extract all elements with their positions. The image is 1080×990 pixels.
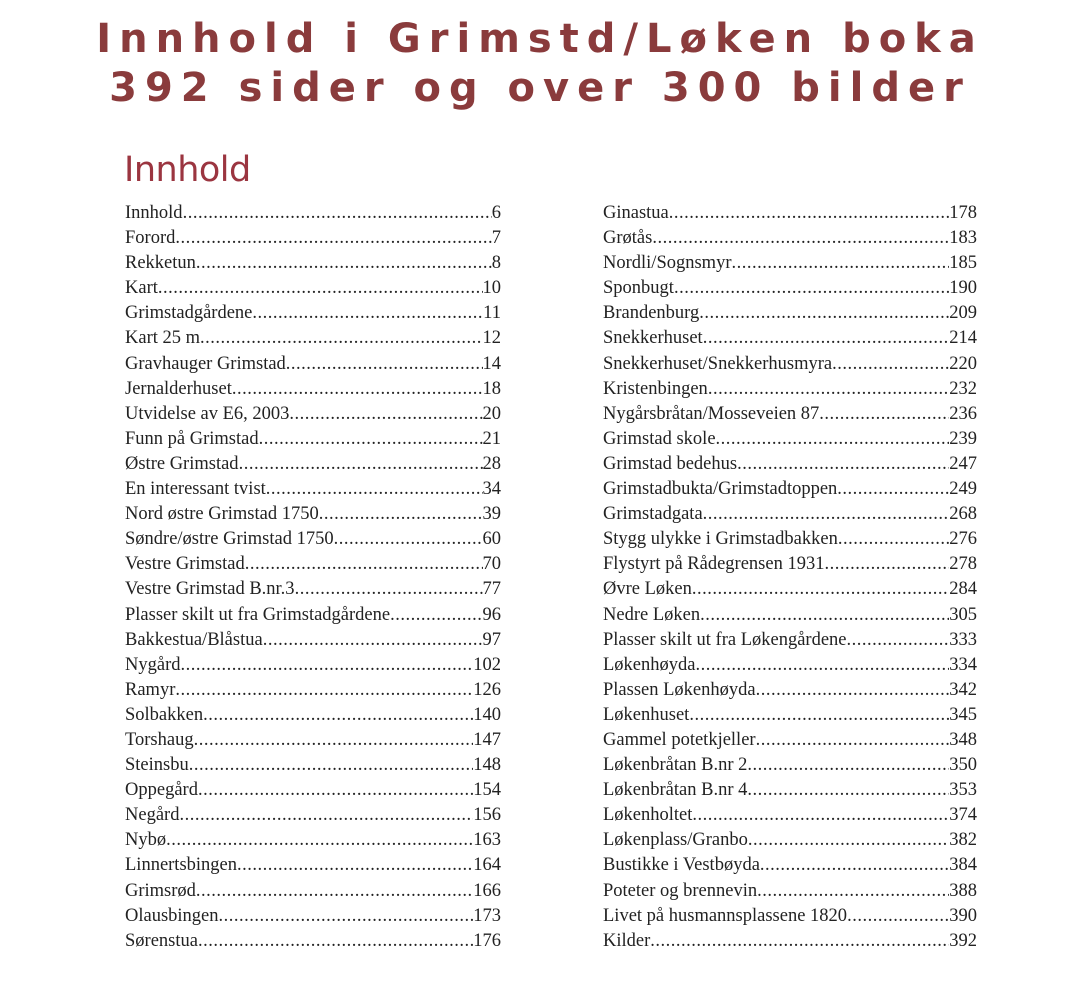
- toc-entry-title: Løkenhuset: [603, 704, 690, 725]
- toc-entry-title: Nygårsbråtan/Mosseveien 87: [603, 403, 820, 424]
- toc-dot-leader: [847, 904, 949, 929]
- toc-entry: [603, 427, 977, 452]
- toc-entry-title: En interessant tvist: [125, 479, 266, 500]
- toc-entry-page-number: 353: [949, 780, 977, 801]
- toc-entry: [125, 377, 501, 402]
- toc-entry-title: Gravhauger Grimstad: [125, 353, 286, 374]
- toc-entry-page-number: 10: [482, 278, 501, 299]
- toc-entry-page-number: 384: [949, 855, 977, 876]
- toc-entry-page-number: 34: [482, 479, 501, 500]
- toc-entry-page-number: 209: [949, 303, 977, 324]
- toc-entry-page-number: 392: [949, 930, 977, 951]
- page-title-line-1: Innhold i Grimstd/Løken boka: [96, 16, 984, 62]
- toc-entry-page-number: 21: [482, 428, 501, 449]
- toc-entry-title: Løkenplass/Granbo: [603, 830, 748, 851]
- toc-entry-title: Løkenbråtan B.nr 4: [603, 780, 748, 801]
- toc-entry-page-number: 345: [949, 704, 977, 725]
- toc-dot-leader: [760, 853, 949, 878]
- toc-dot-leader: [175, 226, 491, 251]
- toc-dot-leader: [259, 427, 483, 452]
- toc-entry: [125, 477, 501, 502]
- toc-entry-title: Negård: [125, 805, 180, 826]
- toc-dot-leader: [838, 527, 949, 552]
- toc-dot-leader: [203, 703, 473, 728]
- toc-dot-leader: [237, 853, 473, 878]
- toc-entry: [603, 853, 977, 878]
- toc-entry-title: Sørenstua: [125, 930, 198, 951]
- toc-entry-title: Stygg ulykke i Grimstadbakken: [603, 529, 838, 550]
- toc-entry-page-number: 60: [482, 529, 501, 550]
- toc-dot-leader: [700, 603, 949, 628]
- toc-entry: [125, 853, 501, 878]
- toc-dot-leader: [263, 628, 483, 653]
- toc-entry-page-number: 388: [949, 880, 977, 901]
- toc-entry-page-number: 102: [473, 654, 501, 675]
- toc-dot-leader: [699, 301, 949, 326]
- toc-entry-title: Løkenbråtan B.nr 2: [603, 755, 748, 776]
- toc-dot-leader: [674, 276, 949, 301]
- toc-dot-leader: [692, 803, 949, 828]
- toc-entry: [603, 226, 977, 251]
- toc-entry-title: Løkenholtet: [603, 805, 693, 826]
- toc-dot-leader: [179, 803, 473, 828]
- toc-entry-page-number: 183: [949, 228, 977, 249]
- toc-entry-title: Utvidelse av E6, 2003: [125, 403, 290, 424]
- toc-entry: [125, 753, 501, 778]
- toc-entry-page-number: 284: [949, 579, 977, 600]
- toc-dot-leader: [196, 879, 473, 904]
- toc-entry-title: Funn på Grimstad: [125, 428, 259, 449]
- toc-entry-title: Grimstadgårdene: [125, 303, 253, 324]
- toc-entry-page-number: 305: [949, 604, 977, 625]
- toc-entry-title: Nord østre Grimstad 1750: [125, 504, 319, 525]
- toc-entry-page-number: 77: [482, 579, 501, 600]
- toc-entry: [125, 402, 501, 427]
- toc-entry-title: Østre Grimstad: [125, 453, 239, 474]
- toc-entry-page-number: 390: [949, 905, 977, 926]
- toc-dot-leader: [695, 653, 949, 678]
- toc-entry-page-number: 190: [949, 278, 977, 299]
- toc-entry: [125, 628, 501, 653]
- toc-entry-title: Brandenburg: [603, 303, 700, 324]
- toc-heading: Innhold: [124, 150, 251, 190]
- toc-entry: [125, 226, 501, 251]
- toc-entry-page-number: 148: [473, 755, 501, 776]
- toc-entry-page-number: 96: [482, 604, 501, 625]
- toc-entry: [603, 577, 977, 602]
- toc-entry-title: Nybø: [125, 830, 167, 851]
- toc-dot-leader: [757, 879, 949, 904]
- toc-entry-title: Livet på husmannsplassene 1820: [603, 905, 848, 926]
- toc-entry-title: Løkenhøyda: [603, 654, 696, 675]
- toc-entry-title: Grimstad skole: [603, 428, 716, 449]
- toc-entry: [603, 904, 977, 929]
- toc-dot-leader: [198, 778, 473, 803]
- toc-entry-title: Nordli/Sognsmyr: [603, 253, 732, 274]
- toc-entry-title: Innhold: [125, 203, 183, 223]
- toc-entry-title: Plasser skilt ut fra Grimstadgårdene: [125, 604, 391, 625]
- toc-entry-page-number: 249: [949, 479, 977, 500]
- toc-entry: [603, 402, 977, 427]
- toc-entry-page-number: 220: [949, 353, 977, 374]
- toc-entry-title: Øvre Løken: [603, 579, 692, 600]
- toc-dot-leader: [737, 452, 949, 477]
- toc-entry-page-number: 173: [473, 905, 501, 926]
- toc-entry: [603, 828, 977, 853]
- toc-dot-leader: [689, 703, 949, 728]
- toc-entry-title: Linnertsbingen: [125, 855, 238, 876]
- toc-entry-page-number: 232: [949, 378, 977, 399]
- toc-dot-leader: [175, 678, 473, 703]
- toc-dot-leader: [295, 577, 483, 602]
- toc-entry-title: Plassen Løkenhøyda: [603, 679, 756, 700]
- toc-entry: [603, 352, 977, 377]
- toc-entry: [603, 301, 977, 326]
- toc-entry-title: Kilder: [603, 930, 651, 951]
- toc-entry-title: Torshaug: [125, 729, 194, 750]
- toc-entry-page-number: 39: [482, 504, 501, 525]
- toc-dot-leader: [245, 552, 483, 577]
- toc-dot-leader: [158, 276, 483, 301]
- toc-dot-leader: [832, 352, 949, 377]
- toc-entry: [603, 803, 977, 828]
- toc-entry-page-number: 178: [949, 203, 977, 223]
- toc-dot-leader: [319, 502, 483, 527]
- toc-entry-page-number: 147: [473, 729, 501, 750]
- toc-entry-title: Kristenbingen: [603, 378, 708, 399]
- toc-entry: [603, 201, 977, 226]
- toc-entry-title: Ramyr: [125, 679, 176, 700]
- toc-entry: [603, 879, 977, 904]
- toc-entry-page-number: 333: [949, 629, 977, 650]
- toc-entry-page-number: 268: [949, 504, 977, 525]
- toc-entry: [125, 352, 501, 377]
- toc-left-column: [125, 201, 501, 954]
- toc-entry-page-number: 140: [473, 704, 501, 725]
- toc-entry-page-number: 70: [482, 554, 501, 575]
- toc-entry-title: Kart 25 m: [125, 328, 201, 349]
- toc-dot-leader: [180, 653, 473, 678]
- toc-entry-page-number: 8: [491, 253, 501, 274]
- toc-entry-page-number: 214: [949, 328, 977, 349]
- toc-dot-leader: [232, 377, 483, 402]
- toc-entry: [603, 276, 977, 301]
- toc-entry-page-number: 7: [491, 228, 501, 249]
- toc-dot-leader: [289, 402, 482, 427]
- toc-dot-leader: [708, 377, 949, 402]
- toc-entry-page-number: 176: [473, 930, 501, 951]
- toc-entry: [603, 929, 977, 954]
- toc-entry-page-number: 164: [473, 855, 501, 876]
- toc-dot-leader: [189, 753, 474, 778]
- toc-entry-title: Snekkerhuset/Snekkerhusmyra: [603, 353, 833, 374]
- toc-entry-page-number: 14: [482, 353, 501, 374]
- toc-entry-title: Søndre/østre Grimstad 1750: [125, 529, 334, 550]
- toc-entry: [603, 251, 977, 276]
- toc-entry-title: Solbakken: [125, 704, 204, 725]
- toc-dot-leader: [219, 904, 474, 929]
- toc-entry: [603, 502, 977, 527]
- toc-dot-leader: [692, 577, 949, 602]
- toc-entry-page-number: 342: [949, 679, 977, 700]
- toc-entry-page-number: 20: [482, 403, 501, 424]
- toc-entry-title: Poteter og brennevin: [603, 880, 758, 901]
- toc-dot-leader: [747, 753, 949, 778]
- toc-entry-title: Rekketun: [125, 253, 196, 274]
- toc-entry: [125, 703, 501, 728]
- toc-entry-title: Forord: [125, 228, 176, 249]
- toc-entry: [125, 552, 501, 577]
- toc-entry: [125, 728, 501, 753]
- toc-entry: [125, 577, 501, 602]
- toc-entry-page-number: 247: [949, 453, 977, 474]
- toc-entry: [603, 678, 977, 703]
- toc-dot-leader: [198, 929, 473, 954]
- toc-entry: [125, 452, 501, 477]
- toc-entry: [603, 552, 977, 577]
- toc-entry-page-number: 239: [949, 428, 977, 449]
- toc-entry-page-number: 185: [949, 253, 977, 274]
- toc-entry-page-number: 236: [949, 403, 977, 424]
- toc-dot-leader: [334, 527, 483, 552]
- toc-entry: [603, 477, 977, 502]
- toc-entry: [125, 301, 501, 326]
- toc-dot-leader: [748, 828, 949, 853]
- toc-entry-page-number: 348: [949, 729, 977, 750]
- toc-dot-leader: [847, 628, 950, 653]
- toc-entry: [603, 326, 977, 351]
- toc-entry-page-number: 11: [483, 303, 501, 324]
- page-subtitle-line-2: 392 sider og over 300 bilder: [109, 65, 971, 111]
- toc-entry: [125, 603, 501, 628]
- toc-entry-title: Olausbingen: [125, 905, 219, 926]
- toc-entry: [125, 276, 501, 301]
- toc-entry-title: Bustikke i Vestbøyda: [603, 855, 760, 876]
- toc-entry-page-number: 163: [473, 830, 501, 851]
- toc-entry: [125, 904, 501, 929]
- toc-entry: [125, 427, 501, 452]
- toc-entry-page-number: 350: [949, 755, 977, 776]
- toc-dot-leader: [166, 828, 473, 853]
- toc-dot-leader: [390, 603, 482, 628]
- toc-entry-page-number: 126: [473, 679, 501, 700]
- toc-entry-page-number: 154: [473, 780, 501, 801]
- toc-entry-page-number: 97: [482, 629, 501, 650]
- toc-entry-page-number: 166: [473, 880, 501, 901]
- toc-entry-page-number: 382: [949, 830, 977, 851]
- toc-entry-page-number: 28: [482, 453, 501, 474]
- toc-entry-page-number: 276: [949, 529, 977, 550]
- toc-entry-title: Snekkerhuset: [603, 328, 703, 349]
- toc-entry: [125, 879, 501, 904]
- toc-entry-title: Kart: [125, 278, 158, 299]
- toc-dot-leader: [266, 477, 483, 502]
- toc-dot-leader: [194, 728, 474, 753]
- toc-entry-title: Grimsrød: [125, 880, 196, 901]
- toc-dot-leader: [650, 929, 949, 954]
- toc-dot-leader: [252, 301, 483, 326]
- toc-entry-title: Jernalderhuset: [125, 378, 232, 399]
- toc-entry: [603, 778, 977, 803]
- toc-dot-leader: [669, 201, 949, 226]
- toc-entry-title: Ginastua: [603, 203, 669, 223]
- toc-entry: [603, 527, 977, 552]
- toc-dot-leader: [747, 778, 949, 803]
- toc-entry-title: Gammel potetkjeller: [603, 729, 756, 750]
- toc-entry-page-number: 374: [949, 805, 977, 826]
- toc-entry-title: Vestre Grimstad: [125, 554, 245, 575]
- toc-entry: [125, 803, 501, 828]
- toc-dot-leader: [200, 326, 482, 351]
- toc-entry-title: Sponbugt: [603, 278, 674, 299]
- toc-dot-leader: [716, 427, 950, 452]
- toc-dot-leader: [756, 678, 950, 703]
- toc-entry-title: Nygård: [125, 654, 181, 675]
- toc-entry-title: Plasser skilt ut fra Løkengårdene: [603, 629, 847, 650]
- toc-entry: [125, 201, 501, 226]
- toc-dot-leader: [286, 352, 483, 377]
- toc-dot-leader: [731, 251, 949, 276]
- toc-entry: [125, 778, 501, 803]
- toc-dot-leader: [652, 226, 949, 251]
- toc-entry-title: Grimstadbukta/Grimstadtoppen: [603, 479, 838, 500]
- toc-entry: [603, 728, 977, 753]
- toc-entry: [125, 326, 501, 351]
- toc-entry-page-number: 12: [482, 328, 501, 349]
- toc-entry: [603, 753, 977, 778]
- toc-entry-title: Grimstadgata: [603, 504, 703, 525]
- toc-entry-title: Flystyrt på Rådegrensen 1931: [603, 554, 825, 575]
- toc-entry: [125, 929, 501, 954]
- toc-entry: [603, 653, 977, 678]
- toc-right-column: [603, 201, 977, 954]
- toc-entry: [125, 527, 501, 552]
- toc-entry: [603, 603, 977, 628]
- toc-entry-title: Bakkestua/Blåstua: [125, 629, 263, 650]
- toc-entry: [603, 377, 977, 402]
- toc-entry: [125, 502, 501, 527]
- toc-entry: [125, 251, 501, 276]
- toc-entry: [125, 828, 501, 853]
- toc-entry: [603, 703, 977, 728]
- toc-entry-page-number: 18: [482, 378, 501, 399]
- toc-entry: [125, 653, 501, 678]
- toc-dot-leader: [703, 502, 950, 527]
- toc-entry-title: Vestre Grimstad B.nr.3: [125, 579, 295, 600]
- toc-dot-leader: [703, 326, 950, 351]
- toc-dot-leader: [837, 477, 949, 502]
- toc-entry-page-number: 6: [491, 203, 501, 223]
- toc-dot-leader: [183, 201, 492, 226]
- toc-entry: [603, 628, 977, 653]
- toc-dot-leader: [196, 251, 492, 276]
- toc-entry: [603, 452, 977, 477]
- toc-entry-title: Steinsbu: [125, 755, 189, 776]
- toc-entry-title: Grøtås: [603, 228, 653, 249]
- toc-entry-page-number: 156: [473, 805, 501, 826]
- toc-entry-title: Oppegård: [125, 780, 198, 801]
- toc-entry-page-number: 334: [949, 654, 977, 675]
- toc-dot-leader: [756, 728, 950, 753]
- toc-dot-leader: [819, 402, 949, 427]
- toc-dot-leader: [824, 552, 949, 577]
- toc-entry: [125, 678, 501, 703]
- toc-dot-leader: [239, 452, 483, 477]
- toc-entry-title: Grimstad bedehus: [603, 453, 738, 474]
- toc-entry-title: Nedre Løken: [603, 604, 701, 625]
- toc-entry-page-number: 278: [949, 554, 977, 575]
